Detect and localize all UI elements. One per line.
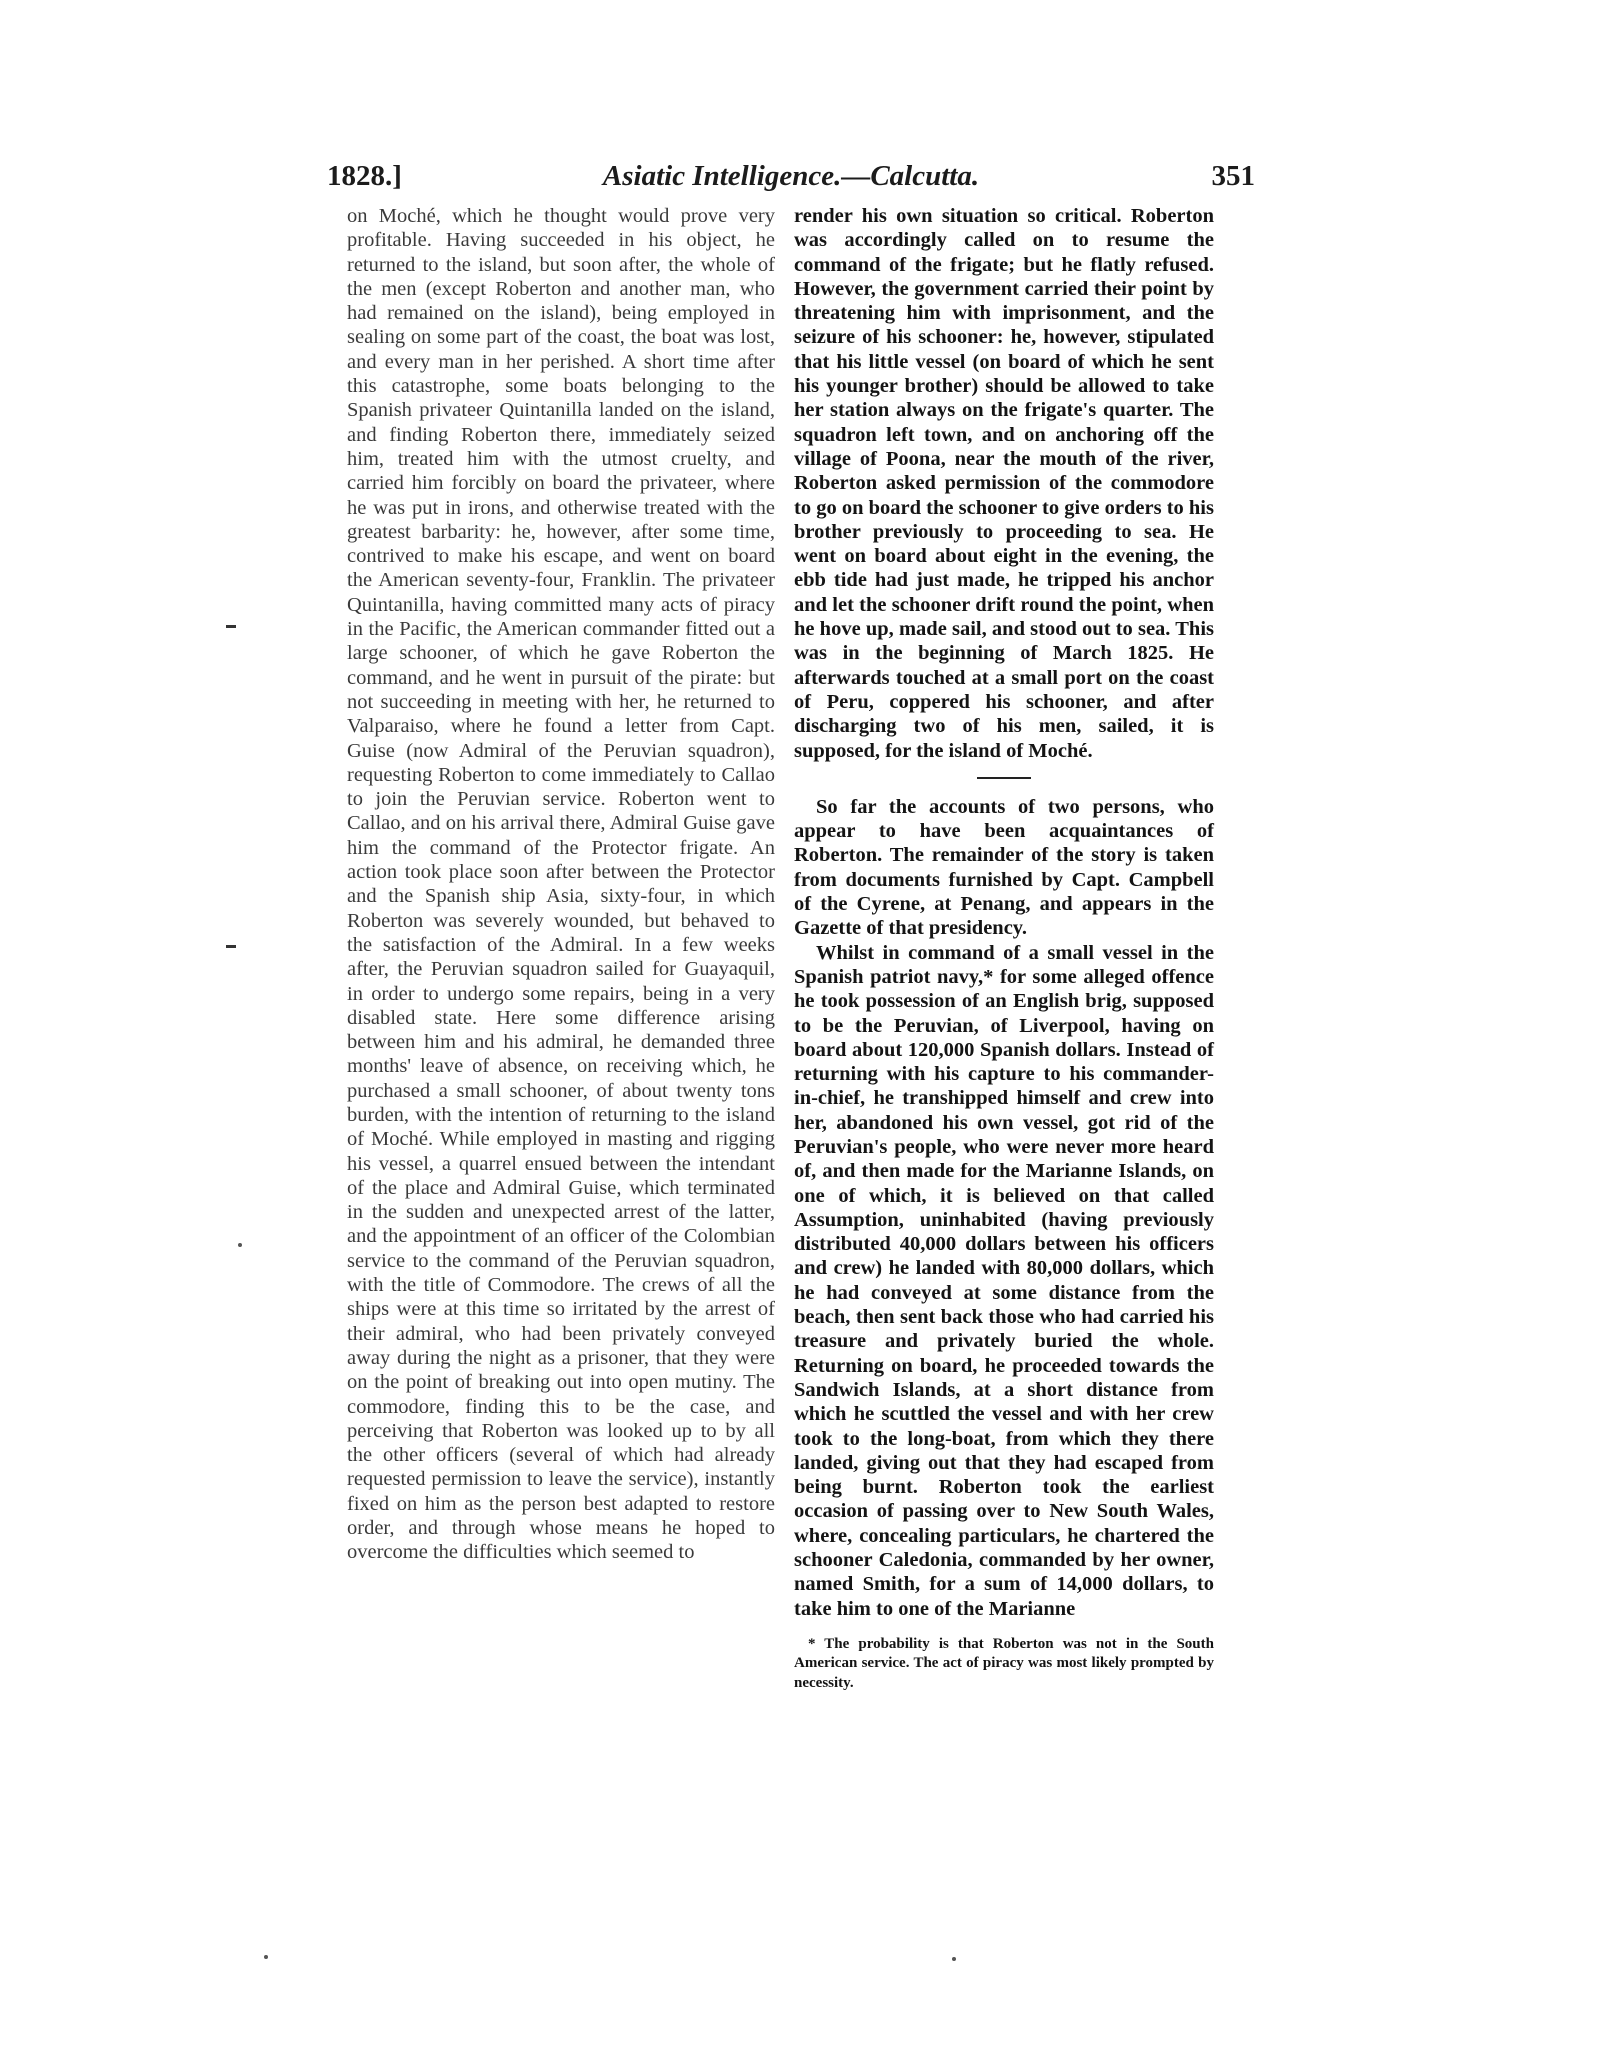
margin-dot [952,1957,956,1961]
right-paragraph-1: render his own situation so critical. Roberton was accordingly called on to resume the command of the frigate; but he flatly refused. However, the government carried their point by threatening him with imprisonment, and the seizure of his schooner: he, however, stipulated that his little vessel (on board of which he sent his younger brother) should be allowed to take her station always on the frigate's quarter. The squadron left town, and on anchoring off the village of Poona, near the mouth of the river, Roberton asked permission of the commodore to go on board the schooner to give orders to his brother previously to proceeding to sea. He went on board about eight in the evening, the ebb tide had just made, he tripped his anchor and let the schooner drift round the point, when he hove up, made sail, and stood out to sea. This was in the beginning of March 1825. He afterwards touched at a small port on the coast of Peru, coppered his schooner, and after discharging two of his men, sailed, it is supposed, for the island of Moché. [794,205,1214,762]
margin-dot [238,1243,242,1247]
left-column [347,204,775,1565]
footnote: * The probability is that Roberton was not in the South American service. The act of piracy was most likely prompted by necessity. [794,1635,1214,1691]
margin-dot [264,1955,268,1959]
right-column [794,204,1214,1708]
running-header [327,160,1255,200]
header-title: Asiatic Intelligence.—Calcutta. [602,160,980,192]
left-column-paragraph: on Moché, which he thought would prove very profitable. Having succeeded in his object, he returned to the island, but soon after, the whole of the men (except Roberton and another man, who had remained on the island), being employed in sealing on some part of the coast, the boat was lost, and every man in her perished. A short time after this catastrophe, some boats belonging to the Spanish privateer Quintanilla landed on the island, and finding Roberton there, immediately seized him, treated him with the utmost cruelty, and carried him forcibly on board the privateer, where he was put in irons, and otherwise treated with the greatest barbarity: he, however, after some time, contrived to make his escape, and went on board the American seventy-four, Franklin. The privateer Quintanilla, having committed many acts of piracy in the Pacific, the American commander fitted out a large schooner, of which he gave Roberton the command, and he went in pursuit of the pirate: but not succeeding in meeting with her, he returned to Valparaiso, where he found a letter from Capt. Guise (now Admiral of the Peruvian squadron), requesting Roberton to come immediately to Callao to join the Peruvian service. Roberton went to Callao, and on his arrival there, Admiral Guise gave him the command of the Protector frigate. An action took place soon after between the Protector and the Spanish ship Asia, sixty-four, in which Roberton was severely wounded, but behaved to the satisfaction of the Admiral. In a few weeks after, the Peruvian squadron sailed for Guayaquil, in order to undergo some repairs, being in a very disabled state. Here some difference arising between him and his admiral, he demanded three months' leave of absence, on receiving which, he purchased a small schooner, of about twenty tons burden, with the intention of returning to the island of Moché. While employed in masting and rigging his vessel, a quarrel ensued between the intendant of the place and Admiral Guise, which terminated in the sudden and unexpected arrest of the latter, and the appointment of an officer of the Colombian service to the command of the Peruvian squadron, with the title of Commodore. The crews of all the ships were at this time so irritated by the arrest of their admiral, who had been privately conveyed away during the night as a prisoner, that they were on the point of breaking out into open mutiny. The commodore, finding this to be the case, and perceiving that Roberton was looked up to by all the other officers (several of which had already requested permission to leave the service), instantly fixed on him as the person best adapted to restore order, and through whose means he hoped to overcome the difficulties which seemed to [347,205,775,1564]
header-year: 1828.] [327,160,402,192]
right-paragraph-3: Whilst in command of a small vessel in the Spanish patriot navy,* for some alleged offence he took possession of an English brig, supposed to be the Peruvian, of Liverpool, having on board about 120,000 Spanish dollars. Instead of returning with his capture to his commander-in-chief, he transhipped himself and crew into her, abandoned his own vessel, got rid of the Peruvian's people, who were never more heard of, and then made for the Marianne Islands, on one of which, it is believed on that called Assumption, uninhabited (having previously distributed 40,000 dollars between his officers and crew) he landed with 80,000 dollars, which he had conveyed at some distance from the beach, then sent back those who had carried his treasure and privately buried the whole. Returning on board, he proceeded towards the Sandwich Islands, at a short distance from which he scuttled the vessel and with her crew took to the long-boat, from which they there landed, giving out that they had escaped from being burnt. Roberton took the earliest occasion of passing over to New South Wales, where, concealing particulars, he chartered the schooner Caledonia, commanded by her owner, named Smith, for a sum of 14,000 dollars, to take him to one of the Marianne [794,941,1214,1620]
page-number: 351 [1211,160,1255,192]
margin-mark [226,945,236,948]
section-divider [977,777,1031,779]
margin-mark [226,625,236,628]
right-paragraph-2: So far the accounts of two persons, who appear to have been acquaintances of Roberton. The remainder of the story is taken from documents furnished by Capt. Campbell of the Cyrene, at Penang, and appears in the Gazette of that presidency. [794,795,1214,940]
